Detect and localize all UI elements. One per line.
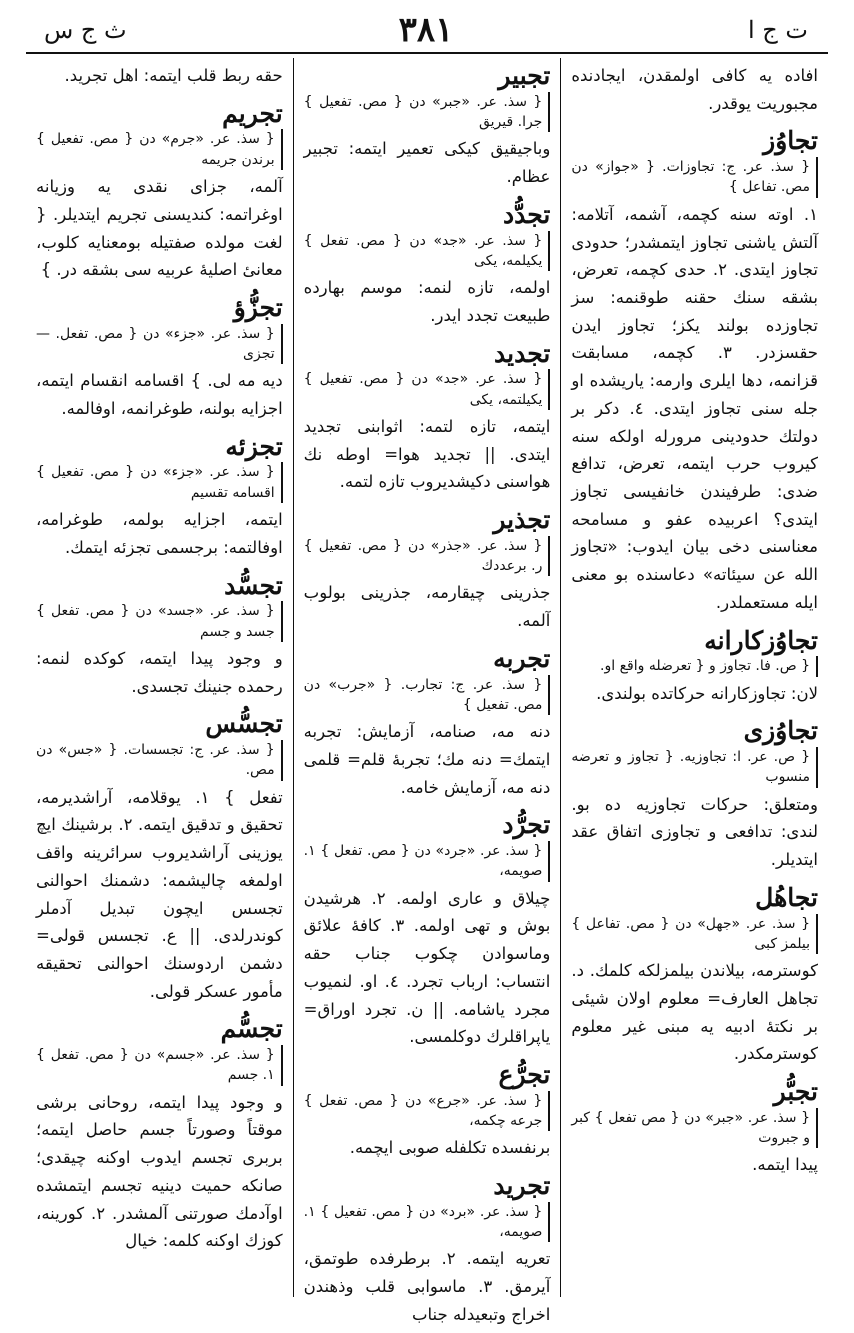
entry-grammar-note: { سذ. عر. «جد» دن { مص. تفعل } يكيلمه، يكى bbox=[304, 231, 551, 272]
entry-headword: تجديد bbox=[494, 338, 551, 368]
entry-definition: چيلاق و عارى اولمه. ٢. هرشيدن بوش و تهى اولمه. ٣. كافهٔ علائق وماسوادن چكوب جناب حقه انتساب: ارباب تجرد. ٤. او. لنميوب مجرد ياشامه. || ن. تجرد اوراق= ياپراقلرك دوكلمسى. bbox=[303, 888, 551, 1047]
dictionary-entry bbox=[304, 340, 551, 501]
entry-definition: ايتمه، اجزايه بولمه، طوغرامه، اوفالتمه: برجسمى تجزئه ايتمك. bbox=[36, 510, 283, 557]
entry-definition: افاده يه كافى اولمقدن، ايجادنده مجبوريت يوقدر. bbox=[571, 66, 819, 113]
entry-definition: ديه مه لى. } اقسامه انقسام ايتمه، اجزايه بولنه، طوغرانمه، اوفالمه. bbox=[36, 371, 283, 418]
entry-definition: آلمه، جزاى نقدى يه وزيانه اوغراتمه: كنديسنى تجريم ايتديلر. { لغت مولده صفتيله بومعنايه كلوب، معانىٔ اصليهٔ عربيه سى بشقه در. } bbox=[36, 177, 283, 280]
entry-headword: تجذير bbox=[493, 505, 551, 535]
entry-definition: اولمه، تازه لنمه: موسم بهارده طبيعت تجدد ايدر. bbox=[303, 278, 551, 325]
entry-grammar-note: { ص. عر. ا: تجاوزيه. { تجاوز و تعرضه منسوب bbox=[571, 747, 818, 788]
entry-definition: وباجيقيق كيكى تعمير ايتمه: تجبير عظام. bbox=[303, 139, 551, 187]
entry-definition: و وجود پيدا ايتمه، كوكده لنمه: رحمده جنينك تجسدى. bbox=[36, 648, 283, 696]
entry-grammar-note: { سذ. عر. «جذر» دن { مص. تفعيل } ر. برعددك bbox=[304, 536, 551, 577]
entry-grammar-note: { سذ. عر. «جرم» دن { مص. تفعيل } برندن جريمه bbox=[36, 129, 283, 170]
entry-headword: تجريد bbox=[493, 1171, 551, 1201]
entry-grammar-note: { سذ. عر. ج: تجاوزات. { «جواز» دن مص. تفاعل } bbox=[571, 157, 818, 198]
entry-headword: تجرُّد bbox=[502, 810, 551, 840]
dictionary-entry bbox=[571, 1078, 818, 1183]
entry-definition: ١. اوته سنه كچمه، آشمه، آتلامه: آلتش ياشنى تجاوز ايتمشدر؛ حدودى تجاوز ايتدى. ٢. حدى كچمه، تعرض، بشقه سنك حقنه طوقنمه: سز تجاوزده بولند يكز؛ تجاوز ايدن حقسزدر. ٣. كچمه، مسابقت قزانمه، دها ايلرى وارمه: ياريشده او جله سنى تجاوز ايتدى. ٤. دكر بر دولتك حدودينى مرورله اولكه سنه كيروب حرب ايتمه، تعرض، تدافع ضدى: طرفيندن خانفيسى تجاوز ايتدى؟ اعربيده عفو و مسامحه معناسنى دخى بيان ايدوب: «تجاوز الله عن سيئاته» دعاسنده بو معنى ايله مستعملدر. bbox=[571, 204, 819, 612]
header-right-guide-letters: ت ج ا bbox=[747, 16, 808, 44]
entry-headword: تجاوُزكارانه bbox=[704, 625, 819, 655]
entry-definition: جذرينى چيقارمه، جذرينى بولوب آلمه. bbox=[303, 583, 551, 631]
entry-headword: تجسُّس bbox=[205, 709, 283, 739]
entry-grammar-note: { سذ. عر. «برد» دن { مص. تفعيل } ١. صويمه، bbox=[304, 1202, 551, 1243]
dictionary-entry bbox=[36, 294, 283, 427]
dictionary-entry bbox=[571, 717, 818, 878]
page-header bbox=[26, 8, 828, 52]
entry-headword: تجبُّر bbox=[773, 1077, 819, 1107]
column-middle bbox=[293, 58, 561, 1324]
entry-definition: تعريه ايتمه. ٢. برطرفده طوتمق، آيرمق. ٣. ماسوابى قلب وذهندن اخراج وتبعيدله جناب bbox=[303, 1249, 551, 1324]
dictionary-entry bbox=[36, 433, 283, 566]
entry-headword: تجزئه bbox=[225, 431, 283, 461]
dictionary-entry bbox=[304, 62, 551, 195]
entry-headword: تجربه bbox=[493, 643, 551, 673]
dictionary-entry bbox=[571, 627, 818, 712]
entry-definition: ايتمه، تازه لتمه: اثوابنى تجديد ايتدى. || تجديد هوا= اوطه نك هواسنى دكيشديروب تازه لتمه. bbox=[303, 416, 551, 492]
entry-grammar-note: { سذ. عر. «جسد» دن { مص. تفعل } جسد و جسم bbox=[36, 601, 283, 642]
entry-grammar-note: { سذ. عر. «جسم» دن { مص. تفعل } ١. جسم bbox=[36, 1045, 283, 1086]
dictionary-entry bbox=[304, 1061, 551, 1166]
entry-grammar-note: { ص. فا. تجاوز و { تعرضله واقع او. bbox=[571, 656, 818, 676]
entry-grammar-note: { سذ. عر. «جهل» دن { مص. تفاعل } بيلمز كبى bbox=[571, 914, 818, 955]
column-left bbox=[26, 58, 293, 1297]
dictionary-entry bbox=[304, 645, 551, 806]
dictionary-entry bbox=[304, 201, 551, 334]
dictionary-entry bbox=[571, 884, 818, 1072]
entry-grammar-note: { سذ. عر. «جزء» دن { مص. تفعل. — تجزى bbox=[36, 324, 283, 365]
entry-definition: حقه ربط قلب ايتمه: اهل تجريد. bbox=[64, 66, 283, 85]
entry-definition: كوسترمه، بيلاندن بيلمزلكه كلمك. د. تجاهل العارف= معلوم اولان شيئى بر نكتهٔ ادبيه يه مبنى غير معلوم كوسترمكدر. bbox=[571, 961, 819, 1064]
header-rule bbox=[26, 52, 828, 54]
dictionary-entry bbox=[304, 1172, 551, 1333]
entry-grammar-note: { سذ. عر. «جبر» دن { مص تفعل } كبر و جبروت bbox=[571, 1108, 818, 1149]
dictionary-entry bbox=[36, 572, 283, 705]
entry-grammar-note: { سذ. عر. «جزء» دن { مص. تفعيل } اقسامه تقسيم bbox=[36, 462, 283, 503]
header-left-guide-letters: ث ج س bbox=[44, 16, 127, 44]
entry-headword: تجزُّؤ bbox=[233, 292, 283, 322]
entry-grammar-note: { سذ. عر. «جبر» دن { مص. تفعيل } جرا. قيريق bbox=[304, 92, 551, 133]
entry-definition: دنه مه، صنامه، آزمايش: تجربه ايتمك= دنه مك؛ تجربهٔ قلم= قلمى دنه مه، آزمايش خامه. bbox=[303, 722, 551, 797]
entry-headword: تجسُّم bbox=[220, 1014, 283, 1044]
column-right bbox=[560, 58, 828, 1297]
entry-headword: تجسُّد bbox=[224, 570, 283, 600]
entry-definition: و وجود پيدا ايتمه، روحانى برشى موقتاً وصورتاً جسم حاصل ايتمه؛ بربرى تجسم ايدوب اوكنه چيقدى؛ صانكه حميت دينيه تجسم ايتمشده اوآدمك صورتنى آلمشدر. ٢. كورينه، كوزك اوكنه كلمه: خيال bbox=[36, 1092, 283, 1251]
entry-headword: تجاوُزى bbox=[743, 716, 819, 746]
entry-headword: تجاهُل bbox=[755, 882, 819, 912]
entry-definition: برنفسده تكلفله صوبى ايچمه. bbox=[349, 1138, 551, 1158]
dictionary-entry bbox=[571, 62, 818, 121]
dictionary-entry bbox=[36, 62, 283, 94]
entry-grammar-note: { سذ. عر. ج: تجارب. { «جرب» دن مص. تفعيل } bbox=[304, 675, 551, 716]
entry-definition: لان: تجاوزكارانه حركاتده بولندى. bbox=[596, 683, 819, 703]
entry-grammar-note: { سذ. عر. ج: تجسسات. { «جس» دن مص. bbox=[36, 740, 283, 781]
entry-definition: پيدا ايتمه. bbox=[752, 1155, 819, 1175]
entry-grammar-note: { سذ. عر. «جد» دن { مص. تفعيل } يكيلتمه، يكى bbox=[304, 369, 551, 410]
dictionary-entry bbox=[571, 127, 818, 620]
entry-definition: تفعل } ١. يوقلامه، آراشديرمه، تحقيق و تدقيق ايتمه. ٢. برشينك ايچ يوزينى آراشديروب سرائرينه واقف اولمغه چاليشمه: دشمنك احوالنى تجسس ايچون تبديل آدملر كوندرلدى. || ع. تجسس قولى= دشمن اردوسنك احوالنى تحقيقه مأمور عسكر قولى. bbox=[36, 787, 283, 1001]
dictionary-entry bbox=[36, 710, 283, 1009]
dictionary-entry bbox=[304, 811, 551, 1055]
entry-headword: تجرُّع bbox=[498, 1060, 551, 1089]
dictionary-entry bbox=[304, 506, 551, 639]
entry-grammar-note: { سذ. عر. «جرد» دن { مص. تفعل } ١. صويمه، bbox=[304, 841, 551, 882]
page-number: ٣٨١ bbox=[398, 10, 454, 50]
entry-headword: تجبير bbox=[498, 61, 551, 90]
columns-container bbox=[26, 58, 828, 1324]
dictionary-entry bbox=[36, 100, 283, 288]
dictionary-entry bbox=[36, 1015, 283, 1259]
entry-headword: تجريم bbox=[222, 98, 283, 128]
entry-headword: تجدُّد bbox=[502, 199, 551, 229]
entry-definition: ومتعلق: حركات تجاوزيه ده بو. لندى: تدافعى و تجاوزى اتفاق عقد ايتديلر. bbox=[571, 794, 819, 870]
entry-grammar-note: { سذ. عر. «جرع» دن { مص. تفعل } جرعه چكمه، bbox=[304, 1091, 551, 1132]
entry-headword: تجاوُز bbox=[763, 126, 819, 156]
